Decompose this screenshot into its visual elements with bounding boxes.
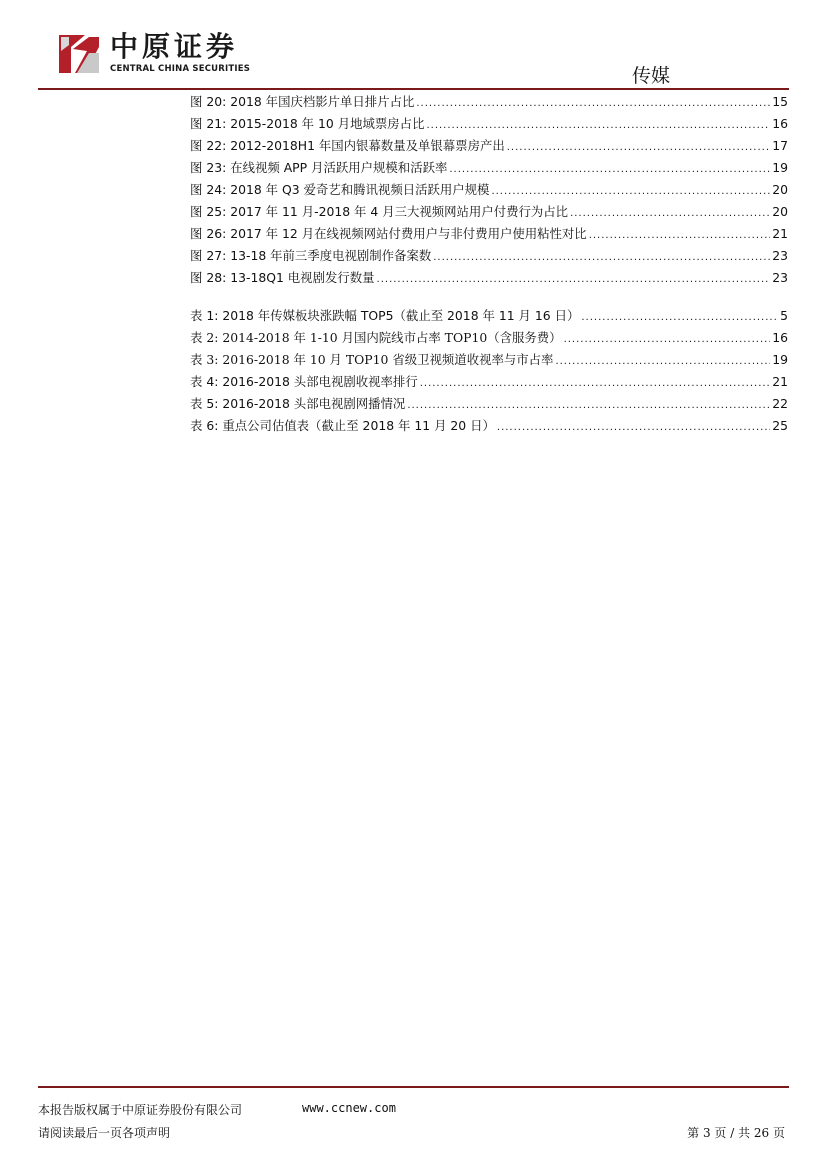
toc-entry-page: 16 — [772, 116, 788, 131]
toc-leader — [555, 351, 770, 373]
toc-entry-page: 17 — [772, 138, 788, 153]
toc-leader — [497, 417, 770, 439]
toc-leader — [507, 137, 770, 159]
toc-entry-figure[interactable] — [190, 135, 788, 157]
toc-leader — [491, 181, 770, 203]
toc-entry-figure[interactable] — [190, 113, 788, 135]
toc-entry-table[interactable] — [190, 305, 788, 327]
toc-entry-label: 表 2: 2014-2018 年 1-10 月国内院线市占率 TOP10（含服务费） — [190, 330, 562, 345]
toc-entry-figure[interactable] — [190, 179, 788, 201]
toc-entry-label: 表 6: 重点公司估值表（截止至 2018 年 11 月 20 日） — [190, 418, 495, 433]
header-divider — [38, 88, 789, 90]
page-header — [0, 0, 827, 92]
toc-leader — [420, 373, 771, 395]
toc-entry-label: 表 1: 2018 年传媒板块涨跌幅 TOP5（截止至 2018 年 11 月 16 日） — [190, 308, 580, 323]
toc-leader — [426, 115, 770, 137]
copyright-notice: 本报告版权属于中原证券股份有限公司 — [38, 1103, 243, 1117]
toc-entry-label: 图 25: 2017 年 11 月-2018 年 4 月三大视频网站用户付费行为占比 — [190, 204, 569, 219]
toc-entry-page: 21 — [772, 226, 788, 241]
toc-entry-page: 20 — [772, 204, 788, 219]
toc-leader — [416, 93, 770, 115]
toc-entry-figure[interactable] — [190, 267, 788, 289]
logo-chinese-name: 中原证券 — [110, 30, 239, 63]
toc-leader — [407, 395, 770, 417]
toc-leader — [377, 269, 771, 291]
toc-entry-figure[interactable] — [190, 91, 788, 113]
toc-entry-label: 图 21: 2015-2018 年 10 月地域票房占比 — [190, 116, 425, 131]
toc-entry-table[interactable] — [190, 371, 788, 393]
toc-entry-figure[interactable] — [190, 245, 788, 267]
toc-entry-label: 图 23: 在线视频 APP 月活跃用户规模和活跃率 — [190, 160, 448, 175]
toc-entry-page: 23 — [772, 248, 788, 263]
company-logo-icon — [55, 33, 101, 75]
table-index — [190, 305, 788, 437]
toc-entry-figure[interactable] — [190, 157, 788, 179]
toc-entry-table[interactable] — [190, 327, 788, 349]
logo-english-name: CENTRAL CHINA SECURITIES — [110, 64, 251, 74]
report-sector: 传媒 — [631, 65, 670, 87]
toc-entry-table[interactable] — [190, 415, 788, 437]
toc-entry-label: 图 27: 13-18 年前三季度电视剧制作备案数 — [190, 248, 432, 263]
toc-entry-label: 图 26: 2017 年 12 月在线视频网站付费用户与非付费用户使用粘性对比 — [190, 226, 587, 241]
toc-entry-label: 表 3: 2016-2018 年 10 月 TOP10 省级卫视频道收视率与市占率 — [190, 352, 554, 367]
toc-leader — [581, 307, 778, 329]
toc-entry-page: 21 — [772, 374, 788, 389]
toc-leader — [564, 329, 771, 351]
figure-index — [190, 91, 788, 289]
page-number: 第 3 页 / 共 26 页 — [687, 1126, 785, 1140]
toc-entry-page: 5 — [780, 308, 788, 323]
toc-entry-label: 图 20: 2018 年国庆档影片单日排片占比 — [190, 94, 415, 109]
toc-entry-page: 16 — [772, 330, 788, 345]
toc-entry-page: 19 — [772, 352, 788, 367]
toc-entry-page: 25 — [772, 418, 788, 433]
toc-entry-page: 22 — [772, 396, 788, 411]
toc-entry-label: 图 22: 2012-2018H1 年国内银幕数量及单银幕票房产出 — [190, 138, 505, 153]
toc-entry-page: 23 — [772, 270, 788, 285]
toc-entry-label: 表 5: 2016-2018 头部电视剧网播情况 — [190, 396, 406, 411]
toc-entry-label: 表 4: 2016-2018 头部电视剧收视率排行 — [190, 374, 418, 389]
toc-leader — [449, 159, 770, 181]
toc-leader — [589, 225, 771, 247]
website-link[interactable]: www.ccnew.com — [302, 1101, 396, 1115]
toc-entry-page: 19 — [772, 160, 788, 175]
disclaimer-notice: 请阅读最后一页各项声明 — [38, 1126, 171, 1140]
toc-entry-page: 15 — [772, 94, 788, 109]
toc-entry-table[interactable] — [190, 393, 788, 415]
toc-entry-label: 图 28: 13-18Q1 电视剧发行数量 — [190, 270, 375, 285]
toc-entry-figure[interactable] — [190, 201, 788, 223]
toc-entry-label: 图 24: 2018 年 Q3 爱奇艺和腾讯视频日活跃用户规模 — [190, 182, 490, 197]
toc-leader — [433, 247, 770, 269]
toc-entry-page: 20 — [772, 182, 788, 197]
toc-entry-figure[interactable] — [190, 223, 788, 245]
toc-leader — [570, 203, 770, 225]
footer-divider — [38, 1086, 789, 1088]
toc-entry-table[interactable] — [190, 349, 788, 371]
